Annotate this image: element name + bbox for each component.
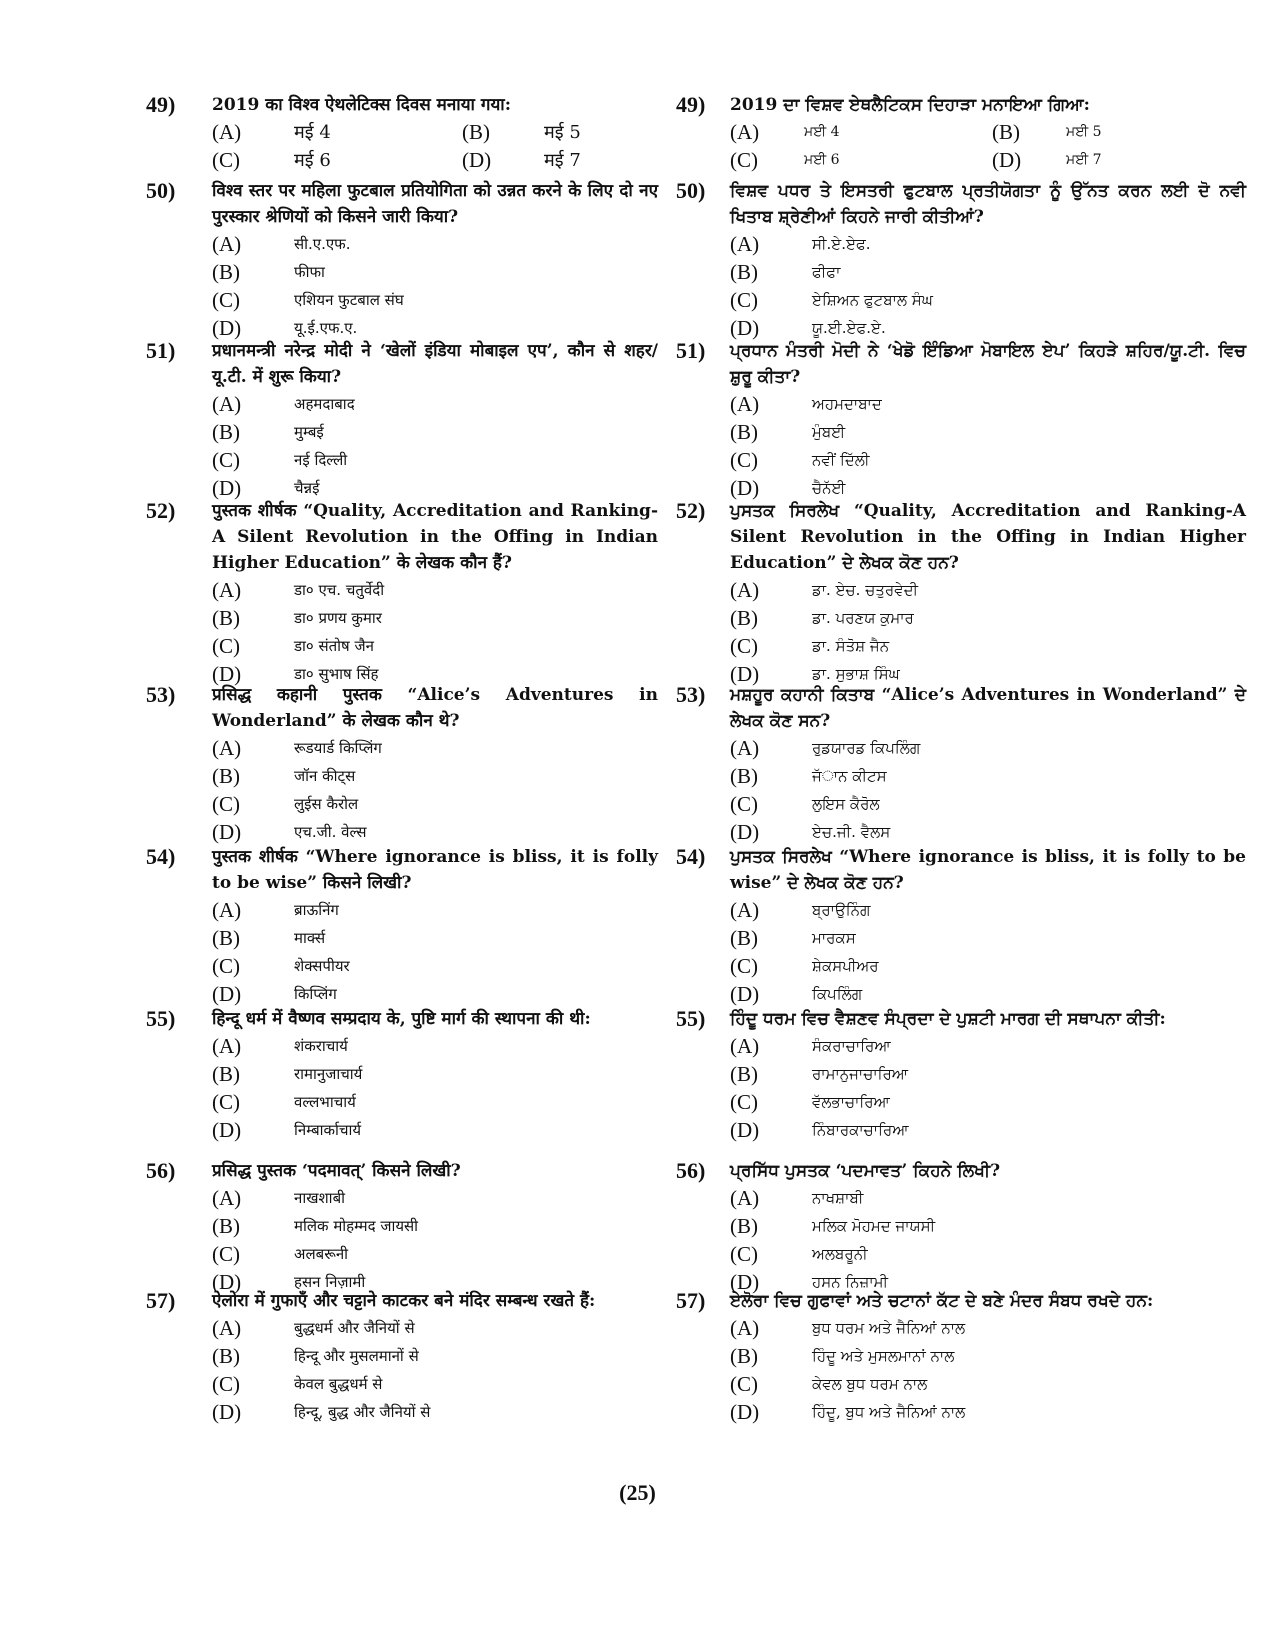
options-list	[212, 1184, 658, 1296]
hindi-question	[146, 178, 658, 342]
option-label: (A)	[730, 735, 760, 760]
question-number: 51)	[676, 338, 706, 363]
option-a	[730, 896, 1246, 924]
option-text: ਮਾਰਕਸ	[812, 929, 856, 947]
option-text: मुम्बई	[294, 423, 324, 441]
option-label: (D)	[730, 981, 760, 1006]
option-text: डा० संतोष जैन	[294, 637, 374, 655]
option-label: (A)	[212, 231, 242, 256]
option-c	[730, 1240, 1246, 1268]
option-label: (A)	[212, 577, 242, 602]
option-d	[212, 980, 658, 1008]
option-label: (B)	[730, 925, 758, 950]
option-label: (B)	[212, 259, 240, 284]
punjabi-question	[676, 338, 1246, 502]
option-text: ਨਾਖਸ਼ਾਬੀ	[812, 1189, 864, 1207]
option-a	[212, 390, 658, 418]
question-text: ਪ੍ਰਧਾਨ ਮੰਤਰੀ ਮੋਦੀ ਨੇ ‘ਖੇਡੋ ਇੰਡਿਆ ਮੋਬਾਇਲ ਏਪ’ ਕਿਹੜੇ ਸ਼ਹਿਰ/ਯੂ.ਟੀ. ਵਿਚ ਸ਼ੁਰੂ ਕੀਤਾ?	[730, 341, 1246, 387]
option-text: ਨਵੀਂ ਦਿੱਲੀ	[812, 451, 870, 469]
question-number: 56)	[146, 1158, 176, 1183]
option-a	[730, 734, 1246, 762]
option-text: ਮਈ 5	[1066, 124, 1102, 140]
option-text: मलिक मोहम्मद जायसी	[294, 1217, 419, 1235]
option-text: ਜੱਾਨ ਕੀਟਸ	[812, 767, 887, 785]
punjabi-question	[676, 1158, 1246, 1296]
option-text: मार्क्स	[294, 929, 326, 947]
option-b	[730, 924, 1246, 952]
option-text: ਹਿੰਦੂ, ਬੁਧ ਅਤੇ ਜੈਨਿਆਂ ਨਾਲ	[812, 1403, 966, 1421]
punjabi-question	[676, 92, 1246, 174]
page-number: (25)	[619, 1480, 656, 1505]
option-label: (B)	[212, 763, 240, 788]
option-text: ਕੇਵਲ ਬੁਧ ਧਰਮ ਨਾਲ	[812, 1375, 928, 1393]
option-label: (C)	[212, 1089, 240, 1114]
option-label: (D)	[462, 147, 492, 172]
option-label: (D)	[730, 819, 760, 844]
option-label: (C)	[730, 633, 758, 658]
question-number: 55)	[676, 1006, 706, 1031]
option-text: ਬ੍ਰਾਉਨਿੰਗ	[812, 901, 871, 919]
option-text: ਵੱਲਭਾਚਾਰਿਆ	[812, 1093, 890, 1111]
option-a	[730, 1314, 1246, 1342]
option-text: वल्लभाचार्य	[294, 1093, 356, 1111]
option-label: (D)	[730, 1117, 760, 1142]
question-text: ऐलोरा में गुफाएँ और चट्टाने काटकर बने मंदिर सम्बन्ध रखते हैं:	[212, 1291, 596, 1311]
option-text: डा० प्रणय कुमार	[294, 609, 382, 627]
question-number: 53)	[146, 682, 176, 707]
option-b	[730, 1212, 1246, 1240]
options-list	[212, 1032, 658, 1144]
option-text: ਸੀ.ਏ.ਏਫ.	[812, 235, 871, 253]
option-label: (D)	[730, 475, 760, 500]
option-b	[212, 924, 658, 952]
option-text: ਰਾਮਾਨੁਜਾਚਾਰਿਆ	[812, 1065, 909, 1083]
option-b	[212, 1342, 658, 1370]
option-text: ਚੈਨੱਈ	[812, 479, 846, 497]
option-a	[212, 230, 658, 258]
option-a	[212, 1184, 658, 1212]
options-list	[730, 1184, 1246, 1296]
options-list	[730, 1032, 1246, 1144]
question-number: 52)	[676, 498, 706, 523]
option-text: फीफा	[294, 263, 325, 281]
option-label: (B)	[730, 605, 758, 630]
option-label: (B)	[730, 259, 758, 284]
option-text: किप्लिंग	[294, 985, 337, 1003]
question-number: 50)	[146, 178, 176, 203]
option-text: मई 4	[294, 122, 331, 143]
question-text: पुस्तक शीर्षक “Quality, Accreditation and Ranking-A Silent Revolution in the Offing in Indian Higher Education” के लेखक कौन हैं?	[212, 501, 658, 573]
options-list	[730, 118, 1246, 174]
question-number: 57)	[146, 1288, 176, 1313]
option-c	[212, 790, 658, 818]
option-c	[730, 446, 1246, 474]
hindi-question	[146, 338, 658, 502]
option-text: लुईस कैरोल	[294, 795, 359, 813]
option-label: (A)	[212, 119, 242, 144]
punjabi-question	[676, 1288, 1246, 1426]
option-text: ਰੁਡਯਾਰਡ ਕਿਪਲਿੰਗ	[812, 739, 921, 757]
option-text: ਨਿੰਬਾਰਕਾਚਾਰਿਆ	[812, 1121, 909, 1139]
option-text: ਡਾ. ਏਚ. ਚਤੁਰਵੇਦੀ	[812, 581, 919, 599]
option-label: (B)	[212, 605, 240, 630]
punjabi-question	[676, 844, 1246, 1008]
option-text: ਅਹਮਦਾਬਾਦ	[812, 395, 882, 413]
option-label: (C)	[212, 147, 240, 172]
option-label: (C)	[212, 953, 240, 978]
option-b	[212, 762, 658, 790]
option-label: (C)	[730, 791, 758, 816]
option-label: (C)	[212, 1371, 240, 1396]
question-text: 2019 ਦਾ ਵਿਸ਼ਵ ਏਥਲੈਟਿਕਸ ਦਿਹਾੜਾ ਮਨਾਇਆ ਗਿਆ:	[730, 95, 1090, 115]
punjabi-question	[676, 682, 1246, 846]
option-a	[212, 1032, 658, 1060]
options-list	[212, 576, 658, 688]
option-label: (D)	[212, 1117, 242, 1142]
option-a	[212, 118, 462, 146]
option-text: नाखशाबी	[294, 1189, 346, 1207]
option-label: (D)	[730, 661, 760, 686]
option-text: केवल बुद्धधर्म से	[294, 1375, 383, 1393]
option-text: हसन निज़ामी	[294, 1273, 366, 1291]
option-c	[212, 146, 462, 174]
option-b	[730, 1060, 1246, 1088]
question-text: विश्व स्तर पर महिला फुटबाल प्रतियोगिता को उन्नत करने के लिए दो नए पुरस्कार श्रेणियों को किसने जारी किया?	[212, 181, 658, 227]
option-label: (A)	[730, 577, 760, 602]
option-label: (A)	[212, 1033, 242, 1058]
option-a	[212, 896, 658, 924]
option-b	[730, 418, 1246, 446]
option-label: (C)	[730, 287, 758, 312]
option-text: शेक्सपीयर	[294, 957, 350, 975]
question-text: ਪੁਸਤਕ ਸਿਰਲੇਖ “Where ignorance is bliss, it is folly to be wise” ਦੇ ਲੇਖਕ ਕੋਣ ਹਨ?	[730, 847, 1246, 893]
option-b	[730, 604, 1246, 632]
option-text: ਮੁੰਬਈ	[812, 423, 846, 441]
options-list	[730, 390, 1246, 502]
option-a	[730, 576, 1246, 604]
options-list	[212, 390, 658, 502]
option-b	[212, 418, 658, 446]
option-label: (C)	[212, 633, 240, 658]
punjabi-question	[676, 178, 1246, 342]
question-number: 51)	[146, 338, 176, 363]
option-text: ਏਚ.ਜੀ. ਵੈਲਸ	[812, 823, 891, 841]
option-c	[212, 632, 658, 660]
question-number: 52)	[146, 498, 176, 523]
option-text: ਡਾ. ਸੰਤੋਸ਼ ਜੈਨ	[812, 637, 890, 655]
option-b	[212, 1060, 658, 1088]
option-label: (C)	[730, 953, 758, 978]
option-text: मई 5	[544, 122, 581, 143]
option-label: (B)	[212, 925, 240, 950]
option-label: (B)	[730, 1343, 758, 1368]
option-label: (D)	[212, 661, 242, 686]
punjabi-question	[676, 1006, 1246, 1144]
option-label: (D)	[992, 147, 1022, 172]
option-label: (A)	[730, 1315, 760, 1340]
option-text: ਅਲਬਰੂਨੀ	[812, 1245, 868, 1263]
option-d	[730, 1398, 1246, 1426]
option-c	[212, 446, 658, 474]
option-text: ਯੂ.ਈ.ਏਫ.ਏ.	[812, 319, 886, 337]
option-b	[730, 258, 1246, 286]
option-label: (D)	[730, 1399, 760, 1424]
option-c	[730, 286, 1246, 314]
option-text: ਫੀਫਾ	[812, 263, 841, 281]
option-a	[730, 390, 1246, 418]
options-list	[730, 896, 1246, 1008]
hindi-question	[146, 498, 658, 688]
option-c	[212, 1088, 658, 1116]
option-text: यू.ई.एफ.ए.	[294, 319, 358, 337]
option-text: ਬੁਧ ਧਰਮ ਅਤੇ ਜੈਨਿਆਂ ਨਾਲ	[812, 1319, 966, 1337]
option-label: (B)	[730, 763, 758, 788]
option-label: (D)	[212, 981, 242, 1006]
question-number: 49)	[676, 92, 706, 117]
option-label: (D)	[730, 1269, 760, 1294]
question-text: 2019 का विश्व ऐथलेटिक्स दिवस मनाया गया:	[212, 95, 511, 115]
hindi-question	[146, 682, 658, 846]
options-list	[730, 734, 1246, 846]
option-c	[212, 952, 658, 980]
option-text: ब्राऊनिंग	[294, 901, 339, 919]
option-label: (B)	[730, 1213, 758, 1238]
option-label: (D)	[730, 315, 760, 340]
option-a	[730, 1032, 1246, 1060]
hindi-question	[146, 1288, 658, 1426]
option-label: (C)	[730, 1089, 758, 1114]
option-text: मई 6	[294, 150, 331, 171]
option-a	[212, 1314, 658, 1342]
option-b	[992, 118, 1192, 146]
option-text: अहमदाबाद	[294, 395, 355, 413]
option-text: रामानुजाचार्य	[294, 1065, 363, 1083]
option-b	[730, 1342, 1246, 1370]
question-text: ਹਿੰਦੂ ਧਰਮ ਵਿਚ ਵੈਸ਼ਣਵ ਸੰਪ੍ਰਦਾ ਦੇ ਪੁਸ਼ਟੀ ਮਾਰਗ ਦੀ ਸਥਾਪਨਾ ਕੀਤੀ:	[730, 1009, 1166, 1029]
question-number: 54)	[146, 844, 176, 869]
option-text: शंकराचार्य	[294, 1037, 348, 1055]
option-label: (A)	[212, 735, 242, 760]
option-d	[462, 146, 662, 174]
options-list	[212, 230, 658, 342]
option-text: सी.ए.एफ.	[294, 235, 351, 253]
question-number: 54)	[676, 844, 706, 869]
option-a	[730, 1184, 1246, 1212]
option-c	[730, 632, 1246, 660]
question-number: 56)	[676, 1158, 706, 1183]
option-label: (C)	[212, 287, 240, 312]
hindi-question	[146, 844, 658, 1008]
option-label: (A)	[730, 1185, 760, 1210]
options-list	[212, 1314, 658, 1426]
option-c	[212, 286, 658, 314]
option-c	[730, 952, 1246, 980]
option-text: अलबरूनी	[294, 1245, 349, 1263]
option-text: ਹਿੰਦੂ ਅਤੇ ਮੁਸਲਮਾਨਾਂ ਨਾਲ	[812, 1347, 955, 1365]
question-text: ਮਸ਼ਹੂਰ ਕਹਾਨੀ ਕਿਤਾਬ “Alice’s Adventures in Wonderland” ਦੇ ਲੇਖਕ ਕੋਣ ਸਨ?	[730, 685, 1246, 731]
option-label: (A)	[212, 1185, 242, 1210]
option-label: (B)	[212, 1061, 240, 1086]
option-text: ਮਈ 7	[1066, 152, 1102, 168]
question-text: ਪੁਸਤਕ ਸਿਰਲੇਖ “Quality, Accreditation and Ranking-A Silent Revolution in the Offing in Indian Higher Education” ਦੇ ਲੇਖਕ ਕੋਣ ਹਨ?	[730, 501, 1246, 573]
option-text: हिन्दू और मुसलमानों से	[294, 1347, 419, 1365]
option-label: (C)	[212, 1241, 240, 1266]
question-text: ਪ੍ਰਸਿੱਧ ਪੁਸਤਕ ‘ਪਦਮਾਵਤ’ ਕਿਹਨੇ ਲਿਖੀ?	[730, 1161, 1001, 1181]
option-text: निम्बार्काचार्य	[294, 1121, 362, 1139]
option-text: ਏਸ਼ਿਅਨ ਫੁਟਬਾਲ ਸੰਘ	[812, 291, 933, 309]
option-text: ਲੁਇਸ ਕੈਰੋਲ	[812, 795, 880, 813]
question-number: 55)	[146, 1006, 176, 1031]
option-label: (B)	[462, 119, 490, 144]
hindi-question	[146, 1158, 658, 1296]
option-label: (C)	[730, 1241, 758, 1266]
option-c	[730, 1370, 1246, 1398]
option-label: (B)	[212, 419, 240, 444]
question-text: प्रधानमन्त्री नरेन्द्र मोदी ने ‘खेलों इंडिया मोबाइल एप’, कौन से शहर/यू.टी. में शुरू किया?	[212, 341, 658, 387]
options-list	[212, 734, 658, 846]
option-text: रूडयार्ड किप्लिंग	[294, 739, 382, 757]
question-text: पुस्तक शीर्षक “Where ignorance is bliss, it is folly to be wise” किसने लिखी?	[212, 847, 658, 893]
option-c	[730, 146, 992, 174]
question-text: ਏਲੋਰਾ ਵਿਚ ਗੁਫਾਵਾਂ ਅਤੇ ਚਟਾਨਾਂ ਕੱਟ ਦੇ ਬਣੇ ਮੰਦਰ ਸੰਬਧ ਰਖਦੇ ਹਨ:	[730, 1291, 1154, 1311]
option-d	[730, 1116, 1246, 1144]
option-c	[212, 1240, 658, 1268]
options-list	[212, 118, 658, 174]
option-label: (A)	[730, 231, 760, 256]
option-label: (B)	[992, 119, 1020, 144]
option-d	[730, 818, 1246, 846]
option-label: (D)	[212, 1269, 242, 1294]
options-list	[730, 1314, 1246, 1426]
hindi-question	[146, 92, 658, 174]
option-c	[730, 790, 1246, 818]
option-text: हिन्दू, बुद्ध और जैनियों से	[294, 1403, 431, 1421]
question-number: 50)	[676, 178, 706, 203]
option-text: ਕਿਪਲਿੰਗ	[812, 985, 863, 1003]
option-label: (A)	[730, 897, 760, 922]
option-text: ਸ਼ੇਕਸਪੀਅਰ	[812, 957, 879, 975]
option-d	[212, 1398, 658, 1426]
options-list	[730, 576, 1246, 688]
option-text: ਮਲਿਕ ਮੋਹਮਦ ਜਾਯਸੀ	[812, 1217, 936, 1235]
option-text: एच.जी. वेल्स	[294, 823, 367, 841]
option-label: (B)	[730, 419, 758, 444]
option-text: ਡਾ. ਪਰਣਯ ਕੁਮਾਰ	[812, 609, 914, 627]
option-text: डा० सुभाष सिंह	[294, 665, 379, 683]
question-text: हिन्दू धर्म में वैष्णव सम्प्रदाय के, पुष्टि मार्ग की स्थापना की थी:	[212, 1009, 591, 1029]
option-text: डा० एच. चतुर्वेदी	[294, 581, 385, 599]
option-text: बुद्धधर्म और जैनियों से	[294, 1319, 415, 1337]
option-label: (D)	[212, 819, 242, 844]
hindi-question	[146, 1006, 658, 1144]
question-number: 49)	[146, 92, 176, 117]
option-text: नई दिल्ली	[294, 451, 348, 469]
punjabi-question	[676, 498, 1246, 688]
option-text: चैन्नई	[294, 479, 320, 497]
option-label: (B)	[212, 1213, 240, 1238]
option-b	[212, 604, 658, 632]
option-label: (C)	[212, 447, 240, 472]
options-list	[730, 230, 1246, 342]
option-label: (A)	[212, 897, 242, 922]
option-d	[212, 1116, 658, 1144]
option-text: ਸੰਕਰਾਚਾਰਿਆ	[812, 1037, 891, 1055]
option-label: (D)	[212, 1399, 242, 1424]
option-d	[212, 818, 658, 846]
option-c	[730, 1088, 1246, 1116]
option-label: (A)	[730, 119, 760, 144]
option-label: (C)	[730, 1371, 758, 1396]
option-a	[212, 734, 658, 762]
options-list	[212, 896, 658, 1008]
option-label: (A)	[212, 391, 242, 416]
question-text: ਵਿਸ਼ਵ ਪਧਰ ਤੇ ਇਸਤਰੀ ਫੁਟਬਾਲ ਪ੍ਰਤੀਯੋਗਤਾ ਨੂੰ ਉੱਨਤ ਕਰਨ ਲਈ ਦੋ ਨਵੀ ਖਿਤਾਬ ਸ਼੍ਰੇਣੀਆਂ ਕਿਹਨੇ ਜਾਰੀ ਕੀਤੀਆਂ?	[730, 181, 1246, 227]
option-label: (C)	[212, 791, 240, 816]
option-d	[730, 980, 1246, 1008]
option-label: (B)	[212, 1343, 240, 1368]
option-d	[992, 146, 1192, 174]
option-label: (A)	[212, 1315, 242, 1340]
option-text: ਮਈ 6	[804, 152, 840, 168]
option-label: (A)	[730, 1033, 760, 1058]
question-number: 57)	[676, 1288, 706, 1313]
option-text: एशियन फुटबाल संघ	[294, 291, 404, 309]
option-a	[730, 118, 992, 146]
option-label: (C)	[730, 147, 758, 172]
option-label: (A)	[730, 391, 760, 416]
option-b	[730, 762, 1246, 790]
option-a	[212, 576, 658, 604]
option-c	[212, 1370, 658, 1398]
question-number: 53)	[676, 682, 706, 707]
option-label: (B)	[730, 1061, 758, 1086]
question-text: प्रसिद्ध कहानी पुस्तक “Alice’s Adventures in Wonderland” के लेखक कौन थे?	[212, 685, 658, 731]
question-text: प्रसिद्ध पुस्तक ‘पदमावत्’ किसने लिखी?	[212, 1161, 461, 1181]
option-label: (D)	[212, 475, 242, 500]
option-text: मई 7	[544, 150, 581, 171]
option-text: जॉन कीट्स	[294, 767, 356, 785]
option-text: ਹਸਨ ਨਿਜ਼ਾਮੀ	[812, 1273, 889, 1291]
option-text: ਮਈ 4	[804, 124, 840, 140]
option-a	[730, 230, 1246, 258]
option-b	[212, 258, 658, 286]
option-label: (C)	[730, 447, 758, 472]
option-b	[462, 118, 662, 146]
option-text: ਡਾ. ਸੁਭਾਸ਼ ਸਿੰਘ	[812, 665, 900, 683]
option-label: (D)	[212, 315, 242, 340]
option-b	[212, 1212, 658, 1240]
